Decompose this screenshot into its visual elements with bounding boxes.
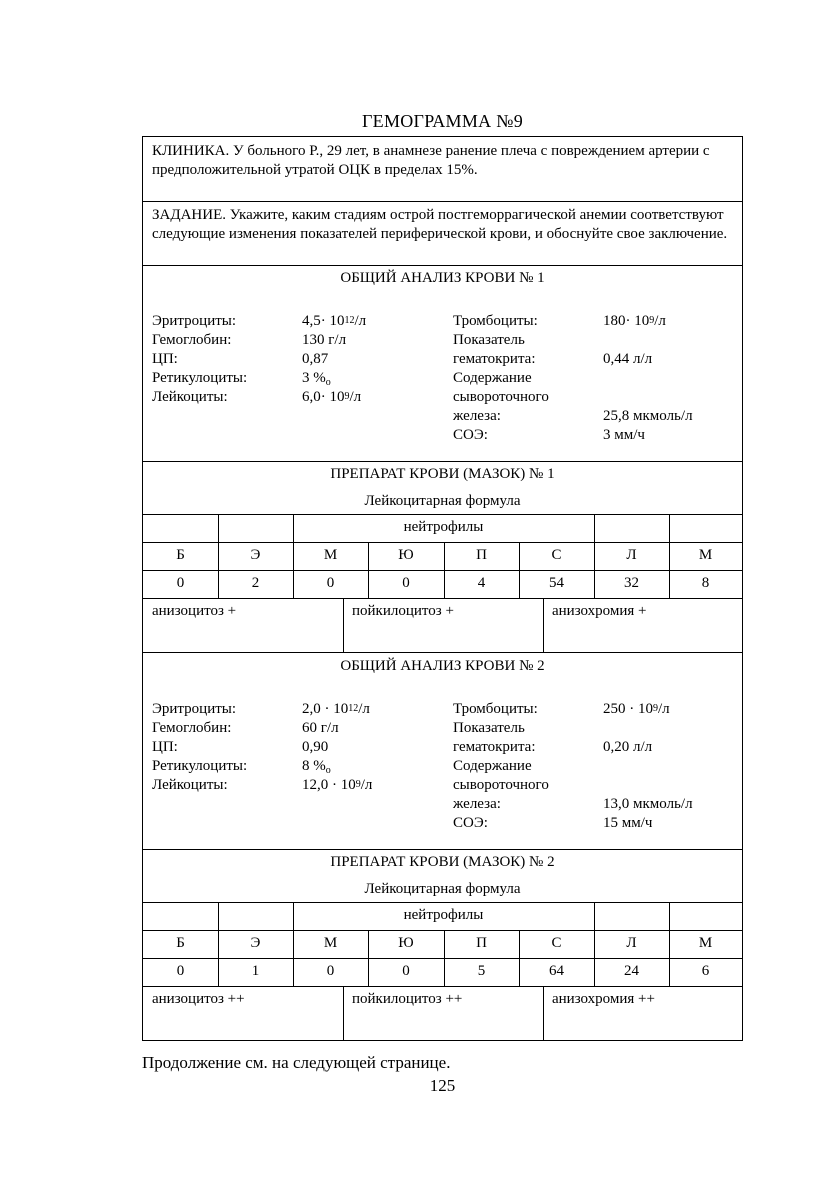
cell-value: 6 — [701, 963, 710, 979]
column-header: М — [698, 935, 713, 951]
param-label: ЦП: — [152, 739, 178, 755]
param-label: Тромбоциты: — [453, 701, 538, 717]
table-rule — [343, 598, 344, 652]
column-header: Б — [176, 935, 185, 951]
param-label: Содержание — [453, 370, 532, 386]
cell-value: 0 — [326, 963, 335, 979]
param-value: 130 г/л — [302, 332, 347, 348]
cell-value: 1 — [251, 963, 260, 979]
table-rule — [594, 902, 595, 930]
param-label: гематокрита: — [453, 351, 536, 367]
table-rule — [669, 514, 670, 542]
param-label: Гемоглобин: — [152, 720, 232, 736]
param-value: 0,87 — [302, 351, 329, 367]
param-label: Эритроциты: — [152, 701, 237, 717]
table-rule — [594, 514, 595, 542]
cell-value: 8 — [701, 575, 710, 591]
neutrophils-label: нейтрофилы — [403, 519, 484, 535]
column-header: Ю — [398, 547, 414, 563]
param-label: железа: — [453, 408, 501, 424]
column-header: Б — [176, 547, 185, 563]
analysis2-heading: ОБЩИЙ АНАЛИЗ КРОВИ № 2 — [340, 658, 545, 674]
param-label: СОЭ: — [453, 815, 488, 831]
param-label: Показатель — [453, 332, 525, 348]
param-value: $250 \cdot 10^9/л$ — [603, 701, 670, 717]
column-header: П — [476, 935, 487, 951]
table-rule — [143, 986, 742, 987]
param-value: 3 мм/ч — [603, 427, 645, 443]
param-value: $12,0 \cdot 10^9/л$ — [302, 777, 373, 793]
param-value: 0,20 л/л — [603, 739, 653, 755]
table-rule — [543, 986, 544, 1040]
column-header: Л — [626, 935, 637, 951]
table-rule — [143, 652, 742, 653]
smear1-subheading: Лейкоцитарная формула — [364, 493, 521, 509]
table-rule — [218, 902, 219, 930]
param-label: железа: — [453, 796, 501, 812]
cell-value: 0 — [402, 963, 410, 979]
param-value: 3 $\%_o$ — [302, 370, 331, 388]
analysis1-heading: ОБЩИЙ АНАЛИЗ КРОВИ № 1 — [340, 270, 545, 286]
column-header: Ю — [398, 935, 414, 951]
column-header: М — [698, 547, 713, 563]
cell-value: 4 — [477, 575, 486, 591]
divider — [143, 201, 742, 202]
page-number: 125 — [429, 1076, 456, 1095]
table-rule — [218, 514, 219, 542]
cell-value: 2 — [251, 575, 260, 591]
table-rule — [543, 598, 544, 652]
param-label: Содержание — [453, 758, 532, 774]
cell-value: 24 — [624, 963, 639, 979]
divider — [143, 849, 742, 850]
cell-value: 54 — [549, 575, 564, 591]
param-value: 0,44 л/л — [603, 351, 653, 367]
column-header: С — [551, 935, 562, 951]
param-value: 0,90 — [302, 739, 329, 755]
param-label: Гемоглобин: — [152, 332, 232, 348]
smear2-heading: ПРЕПАРАТ КРОВИ (МАЗОК) № 2 — [330, 854, 555, 870]
cell-value: 0 — [176, 575, 185, 591]
morphology-note: анизохромия ++ — [552, 991, 655, 1007]
column-header: Э — [250, 935, 261, 951]
param-label: Тромбоциты: — [453, 313, 538, 329]
param-label: ЦП: — [152, 351, 178, 367]
cell-value: 32 — [624, 575, 639, 591]
param-value: 15 мм/ч — [603, 815, 653, 831]
column-header: Э — [250, 547, 261, 563]
param-label: гематокрита: — [453, 739, 536, 755]
param-value: $6,0\cdot 10^9/л$ — [302, 389, 362, 405]
table-rule — [143, 1040, 742, 1041]
param-value: 13,0 мкмоль/л — [603, 796, 693, 812]
param-label: Лейкоциты: — [152, 777, 228, 793]
param-label: Ретикулоциты: — [152, 758, 248, 774]
table-rule — [143, 598, 742, 599]
morphology-note: анизоцитоз + — [152, 603, 237, 619]
param-label: Эритроциты: — [152, 313, 237, 329]
table-rule — [669, 902, 670, 930]
cell-value: 0 — [402, 575, 410, 591]
param-label: сывороточного — [453, 389, 549, 405]
table-rule — [343, 986, 344, 1040]
param-value: 8 $\%_o$ — [302, 758, 331, 776]
morphology-note: анизоцитоз ++ — [152, 991, 245, 1007]
morphology-note: пойкилоцитоз ++ — [352, 991, 463, 1007]
column-header: М — [323, 935, 338, 951]
column-header: С — [551, 547, 562, 563]
morphology-note: пойкилоцитоз + — [352, 603, 454, 619]
cell-value: 5 — [477, 963, 486, 979]
task-text: ЗАДАНИЕ. Укажите, каким стадиям острой постгеморрагической анемии соответствуют следующие изменения показателей периферической крови, и обоснуйте свое заключение. — [152, 207, 728, 242]
cell-value: 0 — [326, 575, 335, 591]
param-label: СОЭ: — [453, 427, 488, 443]
smear2-subheading: Лейкоцитарная формула — [364, 881, 521, 897]
neutrophils-label: нейтрофилы — [403, 907, 484, 923]
hemogram-card — [142, 136, 743, 1041]
column-header: М — [323, 547, 338, 563]
cell-value: 64 — [549, 963, 564, 979]
param-value: $180\cdot 10^9/л$ — [603, 313, 666, 329]
param-value: $2,0 \cdot 10^{12}/л$ — [302, 701, 370, 717]
divider — [143, 461, 742, 462]
param-value: $4,5\cdot 10^{12}/л$ — [302, 313, 367, 329]
clinic-text: КЛИНИКА. У больного Р., 29 лет, в анамнезе ранение плеча с повреждением артерии с предположительной утратой ОЦК в пределах 15%. — [152, 143, 710, 178]
param-label: Лейкоциты: — [152, 389, 228, 405]
continuation-note: Продолжение см. на следующей странице. — [142, 1053, 451, 1072]
param-label: Ретикулоциты: — [152, 370, 248, 386]
param-value: 25,8 мкмоль/л — [603, 408, 693, 424]
page-title: ГЕМОГРАММА №9 — [361, 111, 524, 131]
param-label: Показатель — [453, 720, 525, 736]
column-header: П — [476, 547, 487, 563]
param-value: 60 г/л — [302, 720, 339, 736]
smear1-heading: ПРЕПАРАТ КРОВИ (МАЗОК) № 1 — [330, 466, 555, 482]
divider — [143, 265, 742, 266]
morphology-note: анизохромия + — [552, 603, 647, 619]
cell-value: 0 — [176, 963, 185, 979]
param-label: сывороточного — [453, 777, 549, 793]
column-header: Л — [626, 547, 637, 563]
